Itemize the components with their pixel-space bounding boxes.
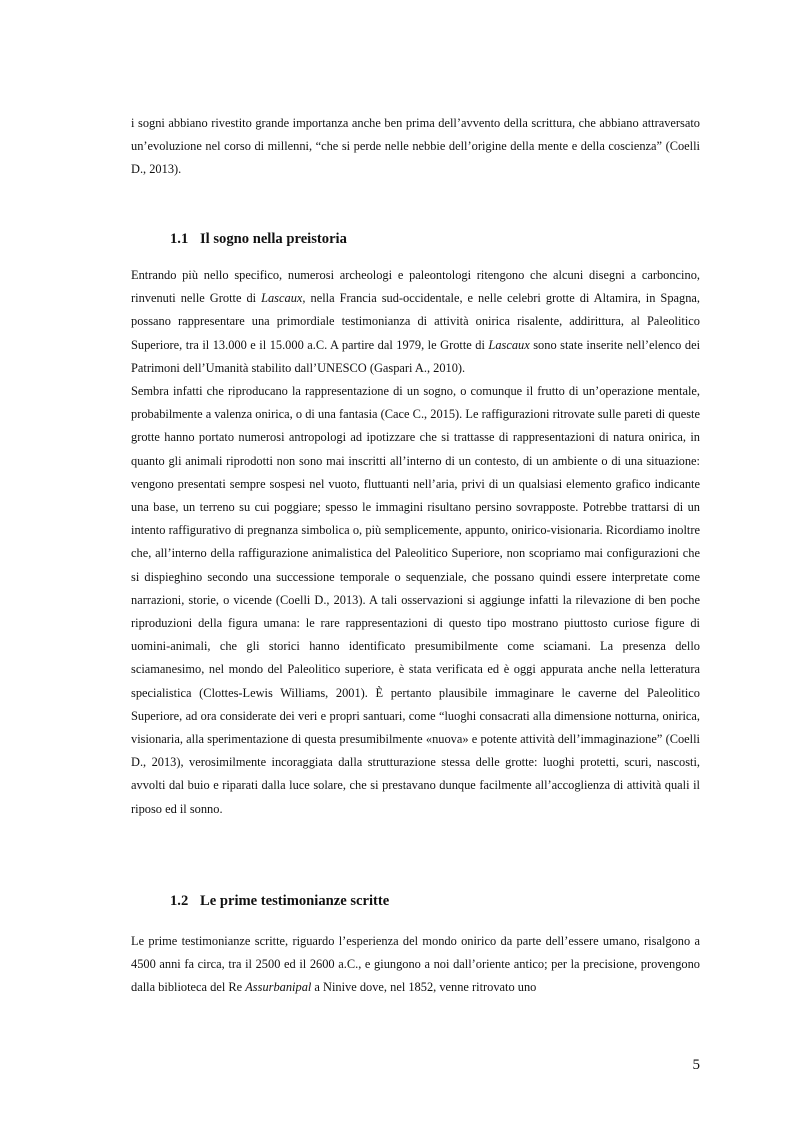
text-run: a Ninive dove, nel 1852, venne ritrovato uno [311, 980, 537, 995]
section-title: Il sogno nella preistoria [200, 231, 347, 247]
paragraph-lascaux [131, 264, 700, 380]
italic-text: Lascaux [488, 337, 530, 352]
text-run: i sogni abbiano rivestito grande importanza anche ben prima dell’avvento della scrittura, che abbiano attraversato un’evoluzione nel corso di millenni, “che si perde nelle nebbie dell’origine della mente e della coscienza” (Coelli D., 2013). [131, 116, 700, 177]
italic-text: Lascaux [261, 291, 303, 306]
section-number: 1.1 [170, 231, 189, 247]
section-number: 1.2 [170, 893, 189, 909]
text-run: Sembra infatti che riproducano la rappresentazione di un sogno, o comunque il frutto di un’operazione mentale, probabilmente a valenza onirica, o di una fantasia (Cace C., 2015). Le raffigurazioni ritrovate sulle pareti di queste grotte hanno portato numerosi antropologi ad ipotizzare che si trattasse di rappresentazioni di natura onirica, in quanto gli animali riprodotti non sono mai inscritti all’interno di un contesto, di un ambiente o di una situazione: vengono presentati sempre sospesi nel vuoto, fluttuanti nell’aria, privi di un qualsiasi elemento grafico indicante una base, un terreno su cui poggiare; spesso le immagini risultano persino sovrapposte. Potrebbe trattarsi di un intento raffigurativo di pregnanza simbolica o, più semplicemente, appunto, onirico-visionaria. Ricordiamo inoltre che, all’interno della raffigurazione animalistica del Paleolitico Superiore, non scopriamo mai configurazioni che si dispieghino secondo una successione temporale o sequenziale, che possano quindi essere interpretate come narrazioni, storie, o vicende (Coelli D., 2013). A tali osservazioni si aggiunge infatti la rilevazione di ben poche riproduzioni della figura umana: le rare rappresentazioni di questo tipo mostrano piuttosto curiose figure di uomini-animali, che gli storici hanno identificato presumibilmente come sciamani. La presenza dello sciamanesimo, nel mondo del Paleolitico superiore, è stata verificata ed è oggi appurata anche nella letteratura specialistica (Clottes-Lewis Williams, 2001). È pertanto plausibile immaginare le caverne del Paleolitico Superiore, ad ora considerate dei veri e propri santuari, come “luoghi consacrati alla dimensione notturna, onirica, visionaria, alla sperimentazione di questa presumibilmente «nuova» e potente attività dell’immaginazione” (Coelli D., 2013), verosimilmente incoraggiata dalla strutturazione stessa delle grotte: luoghi protetti, scuri, nascosti, avvolti dal buio e riparati dalla luce solare, che si prestavano dunque facilmente all’accoglienza di attività quali il riposo ed il sonno. [131, 384, 700, 816]
text-run: Le prime testimonianze scritte, riguardo l’esperienza del mondo onirico da parte dell’essere umano, risalgono a 4500 anni fa circa, tra il 2500 ed il 2600 a.C., e giungono a noi dall’oriente antico; per la precisione, provengono dalla biblioteca del Re [131, 934, 700, 995]
text-run: , nella Francia sud-occidentale, e nelle celebri grotte di Altamira, in Spagna, possano rappresentare una primordiale testimonianza di attività onirica risalente, addirittura, al Paleolitico Superiore, tra il 13.000 e il 15.000 a.C. A partire dal 1979, le Grotte di [131, 291, 701, 352]
paragraph-written-testimonies [131, 930, 700, 1000]
italic-text: Assurbanipal [245, 980, 312, 995]
section-title: Le prime testimonianze scritte [200, 893, 390, 909]
paragraph-dream-representation [131, 380, 700, 821]
section-heading-1-2 [170, 891, 389, 911]
section-heading-1-1 [170, 229, 347, 249]
page-number: 5 [692, 1057, 700, 1073]
paragraph-intro [131, 112, 700, 182]
text-run: sono state inserite nell’elenco dei Patrimoni dell’Umanità stabilito dall’UNESCO (Gaspari A., 2010). [131, 337, 701, 375]
text-run: Entrando più nello specifico, numerosi archeologi e paleontologi ritengono che alcuni disegni a carboncino, rinvenuti nelle Grotte di [131, 268, 700, 306]
